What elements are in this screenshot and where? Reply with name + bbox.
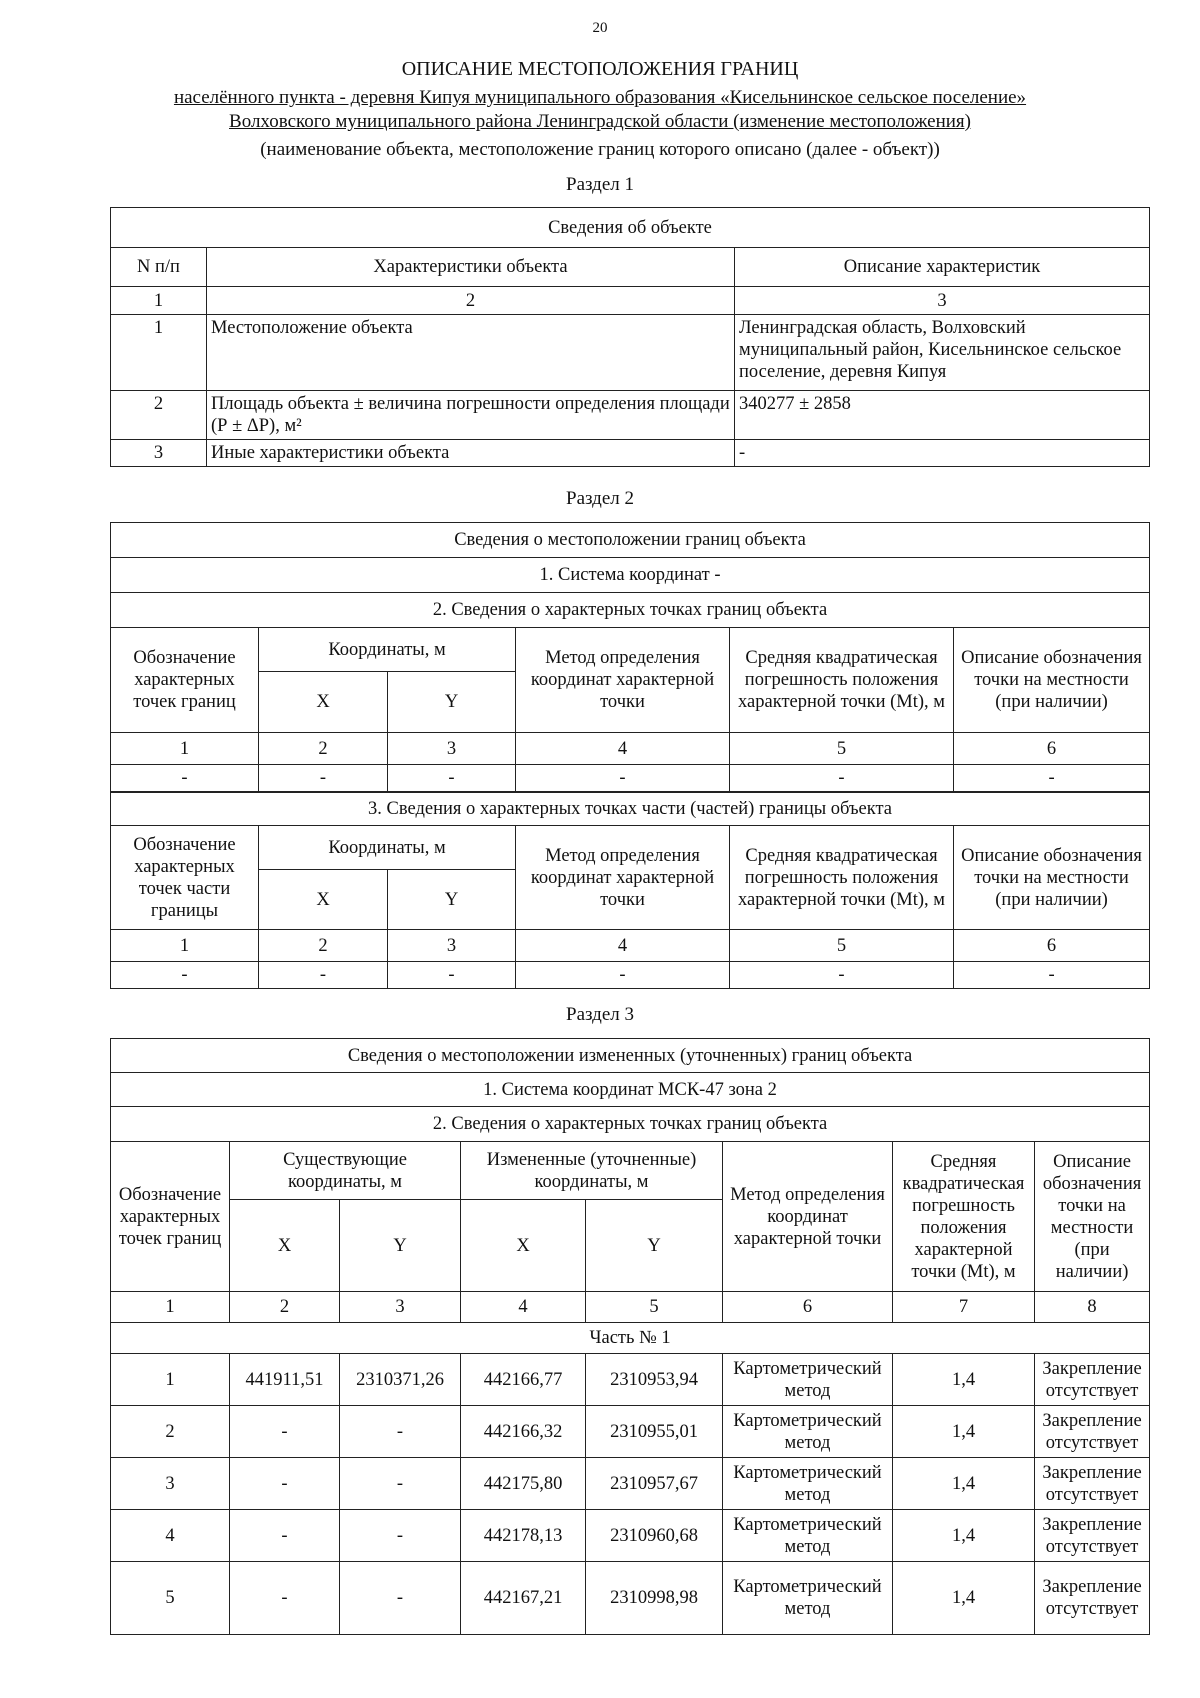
section-3-label: Раздел 3: [566, 1004, 634, 1025]
header-error: Средняя квадратическая погрешность положения характерной точки (Mt), м: [893, 1142, 1035, 1292]
characteristic-value: 340277 ± 2858: [735, 391, 1150, 440]
characteristic-value: Ленинградская область, Волховский муниципальный район, Кисельнинское сельское поселение, деревня Кипуя: [735, 315, 1150, 391]
changed-y: 2310998,98: [586, 1562, 723, 1635]
header-method: Метод определения координат характерной точки: [723, 1142, 893, 1292]
existing-x: -: [230, 1510, 340, 1562]
table-title: Сведения о местоположении границ объекта: [111, 523, 1150, 558]
point-description: Закрепление отсутствует: [1035, 1458, 1150, 1510]
mean-error: 1,4: [893, 1510, 1035, 1562]
column-number: 5: [730, 733, 954, 765]
existing-y: 2310371,26: [340, 1354, 461, 1406]
column-number: 3: [388, 733, 516, 765]
point-number: 5: [111, 1562, 230, 1635]
coordinate-system: 1. Система координат -: [111, 558, 1150, 593]
header-coordinates: Координаты, м: [259, 826, 516, 870]
column-number: 2: [230, 1292, 340, 1323]
header-y: Y: [388, 870, 516, 930]
existing-x: -: [230, 1458, 340, 1510]
cell-value: -: [516, 765, 730, 792]
object-name-line-2: Волховского муниципального района Ленинградской области (изменение местоположения): [229, 111, 971, 132]
existing-y: -: [340, 1510, 461, 1562]
section-3-table: [110, 1038, 1150, 1635]
column-number: 3: [388, 930, 516, 962]
table-row: [111, 1406, 1150, 1458]
header-existing-x: X: [230, 1200, 340, 1292]
table-row: [111, 765, 1150, 792]
column-number: 4: [461, 1292, 586, 1323]
cell-value: -: [730, 765, 954, 792]
table-title: Сведения об объекте: [111, 208, 1150, 248]
table-row: [111, 315, 1150, 391]
point-description: Закрепление отсутствует: [1035, 1406, 1150, 1458]
cell-value: -: [730, 962, 954, 989]
method: Картометрический метод: [723, 1562, 893, 1635]
header-existing-coordinates: Существующие координаты, м: [230, 1142, 461, 1200]
existing-x: -: [230, 1562, 340, 1635]
header-error: Средняя квадратическая погрешность положения характерной точки (Mt), м: [730, 826, 954, 930]
points-title: 2. Сведения о характерных точках границ объекта: [111, 593, 1150, 628]
document-title: ОПИСАНИЕ МЕСТОПОЛОЖЕНИЯ ГРАНИЦ: [401, 58, 799, 80]
table-title: Сведения о местоположении измененных (уточненных) границ объекта: [111, 1039, 1150, 1073]
changed-x: 442175,80: [461, 1458, 586, 1510]
method: Картометрический метод: [723, 1458, 893, 1510]
column-number: 8: [1035, 1292, 1150, 1323]
header-description: Описание обозначения точки на местности (при наличии): [954, 628, 1150, 733]
column-number: 6: [954, 733, 1150, 765]
changed-x: 442178,13: [461, 1510, 586, 1562]
method: Картометрический метод: [723, 1510, 893, 1562]
characteristic-name: Площадь объекта ± величина погрешности определения площади (Р ± ΔР), м²: [207, 391, 735, 440]
existing-y: -: [340, 1562, 461, 1635]
cell-value: -: [111, 962, 259, 989]
row-number: 2: [111, 391, 207, 440]
column-number: 2: [259, 930, 388, 962]
header-coordinates: Координаты, м: [259, 628, 516, 672]
header-changed-x: X: [461, 1200, 586, 1292]
characteristic-value: -: [735, 440, 1150, 467]
object-name-line-1: населённого пункта - деревня Кипуя муниципального образования «Кисельнинское сельское поселение»: [173, 87, 1027, 108]
point-description: Закрепление отсутствует: [1035, 1562, 1150, 1635]
page-number: 20: [592, 20, 608, 36]
method: Картометрический метод: [723, 1354, 893, 1406]
header-changed-coordinates: Измененные (уточненные) координаты, м: [461, 1142, 723, 1200]
column-number: 1: [111, 1292, 230, 1323]
method: Картометрический метод: [723, 1406, 893, 1458]
header-description: Описание обозначения точки на местности (при наличии): [1035, 1142, 1150, 1292]
header-method: Метод определения координат характерной точки: [516, 826, 730, 930]
column-number: 2: [207, 287, 735, 315]
column-number: 6: [954, 930, 1150, 962]
existing-y: -: [340, 1458, 461, 1510]
characteristic-name: Иные характеристики объекта: [207, 440, 735, 467]
header-designation: Обозначение характерных точек границ: [111, 1142, 230, 1292]
column-number: 5: [586, 1292, 723, 1323]
header-x: X: [259, 672, 388, 733]
cell-value: -: [111, 765, 259, 792]
mean-error: 1,4: [893, 1458, 1035, 1510]
existing-x: 441911,51: [230, 1354, 340, 1406]
table-row: [111, 1510, 1150, 1562]
table-row: [111, 391, 1150, 440]
header-method: Метод определения координат характерной точки: [516, 628, 730, 733]
column-number: 5: [730, 930, 954, 962]
points-title: 2. Сведения о характерных точках границ объекта: [111, 1107, 1150, 1142]
header-x: X: [259, 870, 388, 930]
column-number: 4: [516, 733, 730, 765]
header-y: Y: [388, 672, 516, 733]
column-number: 4: [516, 930, 730, 962]
part-label: Часть № 1: [111, 1323, 1150, 1354]
table-row: [111, 1458, 1150, 1510]
point-number: 1: [111, 1354, 230, 1406]
existing-x: -: [230, 1406, 340, 1458]
header-designation: Обозначение характерных точек границ: [111, 628, 259, 733]
cell-value: -: [259, 765, 388, 792]
section-2-label: Раздел 2: [566, 488, 634, 509]
table-row: [111, 440, 1150, 467]
coordinate-system: 1. Система координат МСК-47 зона 2: [111, 1073, 1150, 1107]
changed-y: 2310955,01: [586, 1406, 723, 1458]
column-number: 3: [735, 287, 1150, 315]
section-2-table: [110, 522, 1150, 989]
column-number: 3: [340, 1292, 461, 1323]
header-designation: Обозначение характерных точек части границы: [111, 826, 259, 930]
column-number: 6: [723, 1292, 893, 1323]
column-number: 1: [111, 930, 259, 962]
table-row: [111, 1354, 1150, 1406]
header-changed-y: Y: [586, 1200, 723, 1292]
cell-value: -: [259, 962, 388, 989]
column-number: 1: [111, 733, 259, 765]
header-error: Средняя квадратическая погрешность положения характерной точки (Mt), м: [730, 628, 954, 733]
section-1-table: [110, 207, 1150, 467]
column-number: 7: [893, 1292, 1035, 1323]
changed-x: 442166,77: [461, 1354, 586, 1406]
mean-error: 1,4: [893, 1406, 1035, 1458]
header-cell: Описание характеристик: [735, 248, 1150, 287]
cell-value: -: [388, 765, 516, 792]
header-description: Описание обозначения точки на местности (при наличии): [954, 826, 1150, 930]
characteristic-name: Местоположение объекта: [207, 315, 735, 391]
changed-x: 442167,21: [461, 1562, 586, 1635]
cell-value: -: [954, 962, 1150, 989]
mean-error: 1,4: [893, 1562, 1035, 1635]
point-description: Закрепление отсутствует: [1035, 1510, 1150, 1562]
changed-y: 2310953,94: [586, 1354, 723, 1406]
part-points-title: 3. Сведения о характерных точках части (частей) границы объекта: [111, 792, 1150, 826]
table-row: [111, 962, 1150, 989]
cell-value: -: [388, 962, 516, 989]
mean-error: 1,4: [893, 1354, 1035, 1406]
column-number: 1: [111, 287, 207, 315]
point-number: 2: [111, 1406, 230, 1458]
point-number: 4: [111, 1510, 230, 1562]
header-cell: N п/п: [111, 248, 207, 287]
point-number: 3: [111, 1458, 230, 1510]
column-number: 2: [259, 733, 388, 765]
cell-value: -: [516, 962, 730, 989]
changed-x: 442166,32: [461, 1406, 586, 1458]
object-caption: (наименование объекта, местоположение границ которого описано (далее - объект)): [260, 139, 940, 160]
cell-value: -: [954, 765, 1150, 792]
section-1-label: Раздел 1: [566, 174, 634, 195]
row-number: 1: [111, 315, 207, 391]
table-row: [111, 1562, 1150, 1635]
header-existing-y: Y: [340, 1200, 461, 1292]
header-cell: Характеристики объекта: [207, 248, 735, 287]
point-description: Закрепление отсутствует: [1035, 1354, 1150, 1406]
changed-y: 2310960,68: [586, 1510, 723, 1562]
changed-y: 2310957,67: [586, 1458, 723, 1510]
existing-y: -: [340, 1406, 461, 1458]
row-number: 3: [111, 440, 207, 467]
